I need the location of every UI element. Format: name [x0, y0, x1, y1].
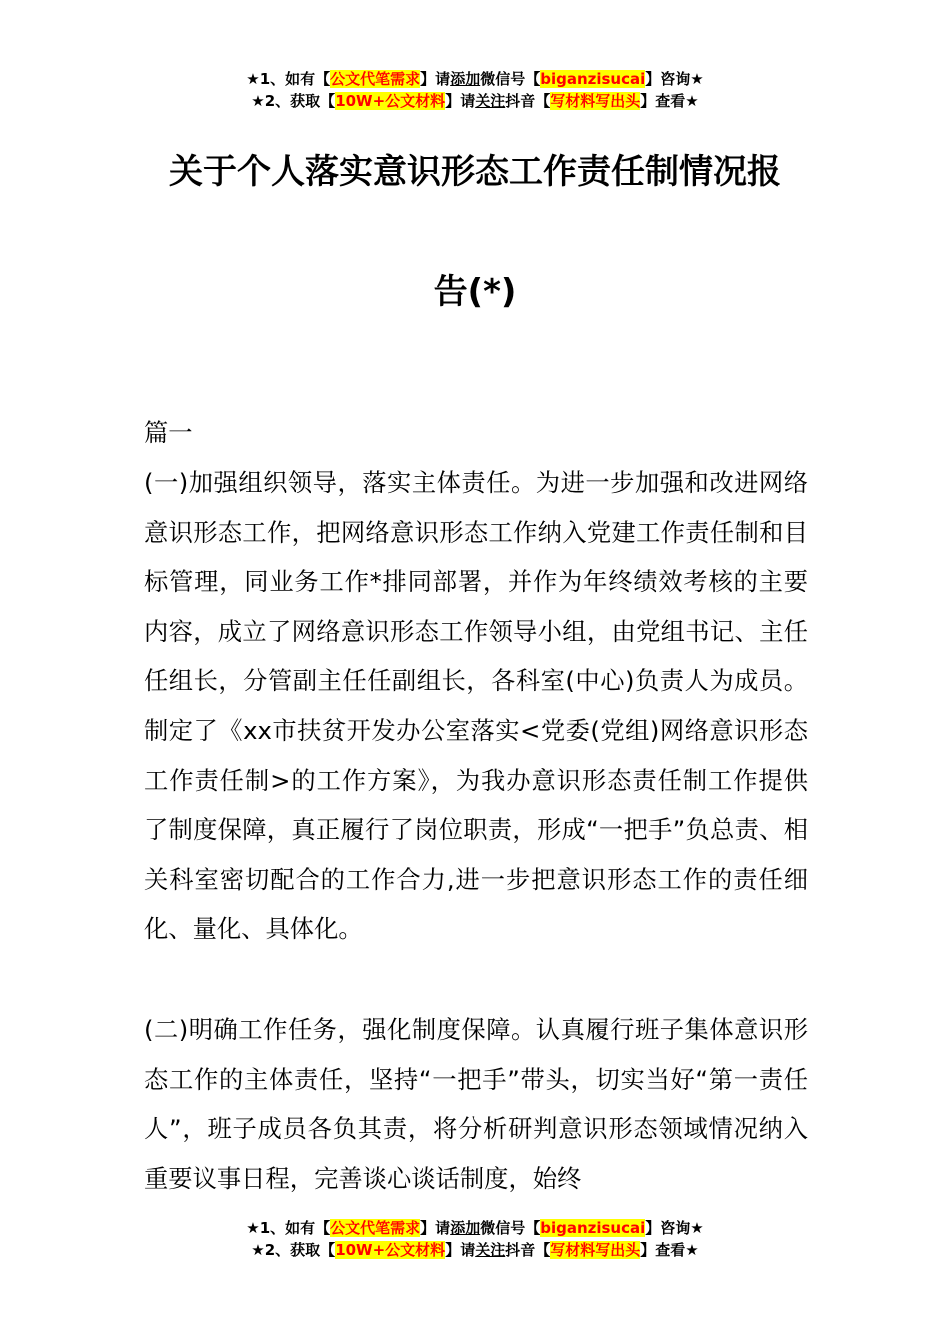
document-title-line-1: 关于个人落实意识形态工作责任制情况报 — [169, 152, 781, 192]
promo-line-2: ★2、获取【10W+公文材料】请关注抖音【写材料写出头】查看★ — [251, 1241, 699, 1259]
promo-highlight: 公文代笔需求 — [330, 70, 421, 88]
promo-wechat-id: biganzisucai — [540, 70, 646, 88]
promo-douyin-name: 写材料写出头 — [550, 92, 641, 110]
promo-line-2: ★2、获取【10W+公文材料】请关注抖音【写材料写出头】查看★ — [251, 92, 699, 110]
bottom-promo-banner — [0, 1217, 950, 1261]
promo-douyin-name: 写材料写出头 — [550, 1241, 641, 1259]
paragraph-2: (二)明确工作任务，强化制度保障。认真履行班子集体意识形态工作的主体责任，坚持“一把手”带头，切实当好“第一责任人”，班子成员各负其责，将分析研判意识形态领域情况纳入重要议事日程，完善谈心谈话制度，始终 — [144, 1015, 808, 1193]
promo-wechat-id: biganzisucai — [540, 1219, 646, 1237]
promo-highlight: 10W+公文材料 — [335, 92, 446, 110]
section-label: 篇一 — [144, 418, 193, 447]
promo-highlight: 公文代笔需求 — [330, 1219, 421, 1237]
promo-line-1: ★1、如有【公文代笔需求】请添加微信号【biganzisucai】咨询★ — [246, 1219, 704, 1237]
promo-line-1: ★1、如有【公文代笔需求】请添加微信号【biganzisucai】咨询★ — [246, 70, 704, 88]
document-title-line-2: 告(*) — [433, 272, 517, 312]
paragraph-1: (一)加强组织领导，落实主体责任。为进一步加强和改进网络意识形态工作，把网络意识形态工作纳入党建工作责任制和目标管理，同业务工作*排同部署，并作为年终绩效考核的主要内容，成立了网络意识形态工作领导小组，由党组书记、主任任组长，分管副主任任副组长，各科室(中心)负责人为成员。制定了《xx市扶贫开发办公室落实<党委(党组)网络意识形态工作责任制>的工作方案》，为我办意识形态责任制工作提供了制度保障，真正履行了岗位职责，形成“一把手”负总责、相关科室密切配合的工作合力,进一步把意识形态工作的责任细化、量化、具体化。 — [144, 468, 808, 944]
top-promo-banner — [0, 68, 950, 112]
promo-highlight: 10W+公文材料 — [335, 1241, 446, 1259]
